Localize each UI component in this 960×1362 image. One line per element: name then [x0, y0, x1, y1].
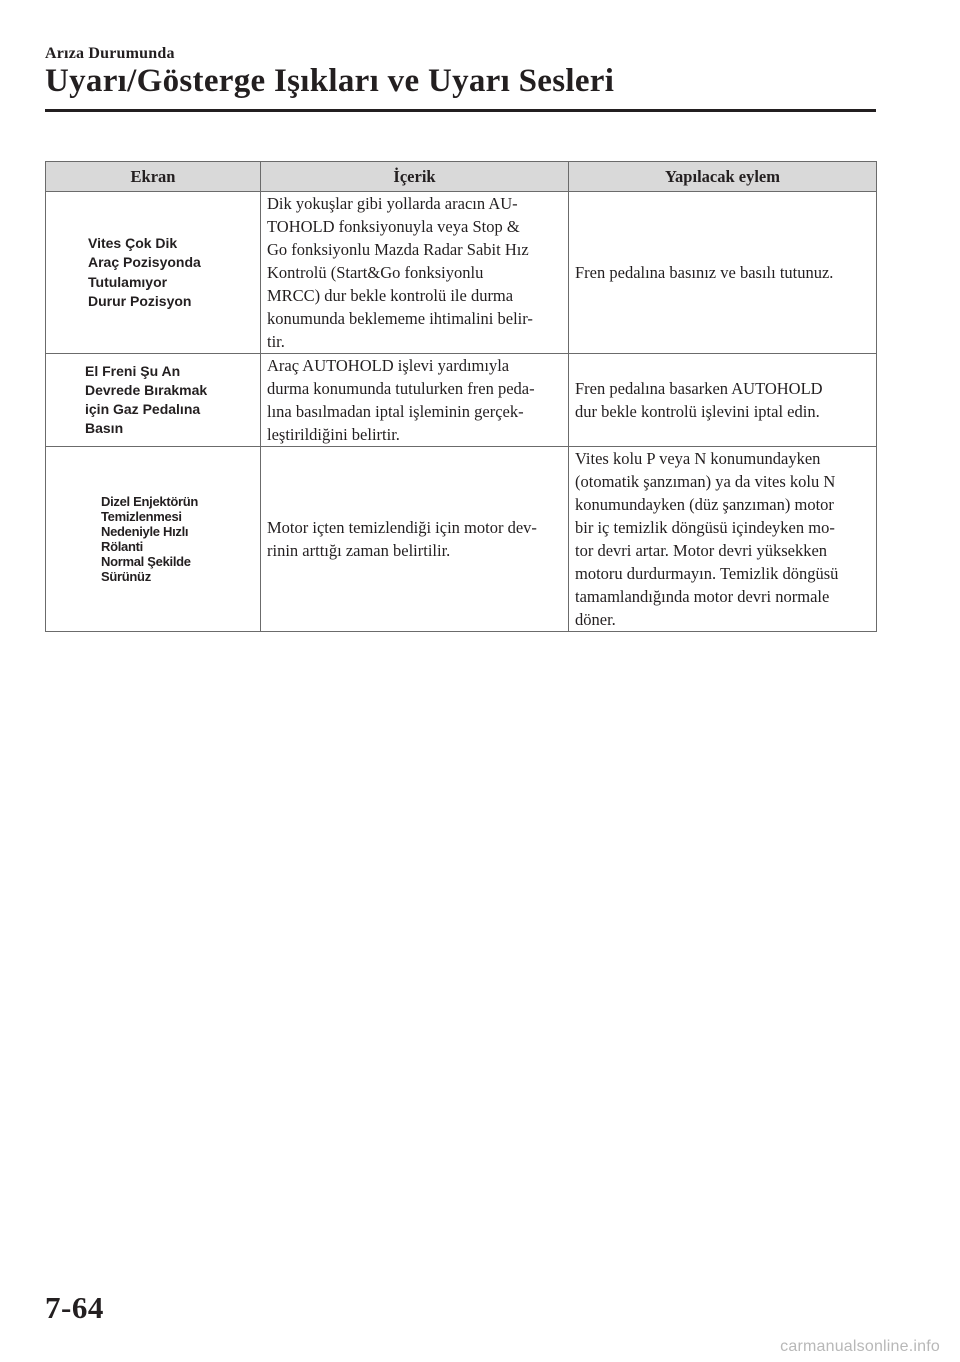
info-table — [45, 161, 877, 632]
table-row — [46, 354, 877, 447]
action-text: Vites kolu P veya N konumundayken (otomatik şanzıman) ya da vites kolu N konumundayken (düz şanzıman) motor bir iç temizlik döngüsü içindeyken mo- tor devri artar. Motor devri yüksekken motoru durdurmayın. Temizlik döngüsü tamamlandığında motor devri normale döner. — [575, 449, 839, 629]
content-cell — [261, 447, 569, 632]
section-label: Arıza Durumunda — [45, 45, 175, 62]
column-header-display: Ekran — [46, 162, 261, 192]
content-text: Dik yokuşlar gibi yollarda aracın AU- TOHOLD fonksiyonuyla veya Stop & Go fonksiyonlu Mazda Radar Sabit Hız Kontrolü (Start&Go fonksiyonlu MRCC) dur bekle kontrolü ile durma konumunda beklememe ihtimalini belir- tir. — [267, 194, 533, 351]
action-text: Fren pedalına basınız ve basılı tutunuz. — [575, 263, 834, 282]
column-header-action: Yapılacak eylem — [569, 162, 877, 192]
action-cell — [569, 447, 877, 632]
content-cell — [261, 354, 569, 447]
table-row — [46, 192, 877, 354]
action-cell — [569, 354, 877, 447]
table-row — [46, 447, 877, 632]
display-message: Dizel Enjektörün Temizlenmesi Nedeniyle Hızlı Rölanti Normal Şekilde Sürünüz — [101, 494, 199, 584]
title-divider — [45, 109, 876, 112]
display-message: Vites Çok Dik Araç Pozisyonda Tutulamıyor Durur Pozisyon — [88, 234, 201, 309]
content-cell — [261, 192, 569, 354]
display-cell — [46, 447, 261, 632]
content-text: Araç AUTOHOLD işlevi yardımıyla durma konumunda tutulurken fren peda- lına basılmadan iptal işleminin gerçek- leştirildiğini belirtir. — [267, 356, 535, 444]
column-header-content: İçerik — [261, 162, 569, 192]
display-message: El Freni Şu An Devrede Bırakmak için Gaz Pedalına Basın — [85, 363, 208, 436]
page-number: 7-64 — [45, 1290, 104, 1325]
table-header-row — [46, 162, 877, 192]
page-title: Uyarı/Gösterge Işıkları ve Uyarı Sesleri — [45, 63, 615, 99]
display-cell — [46, 354, 261, 447]
display-cell — [46, 192, 261, 354]
action-text: Fren pedalına basarken AUTOHOLD dur bekle kontrolü işlevini iptal edin. — [575, 379, 823, 421]
action-cell — [569, 192, 877, 354]
content-text: Motor içten temizlendiği için motor dev- rinin arttığı zaman belirtilir. — [267, 518, 537, 560]
watermark: carmanualsonline.info — [780, 1338, 940, 1355]
